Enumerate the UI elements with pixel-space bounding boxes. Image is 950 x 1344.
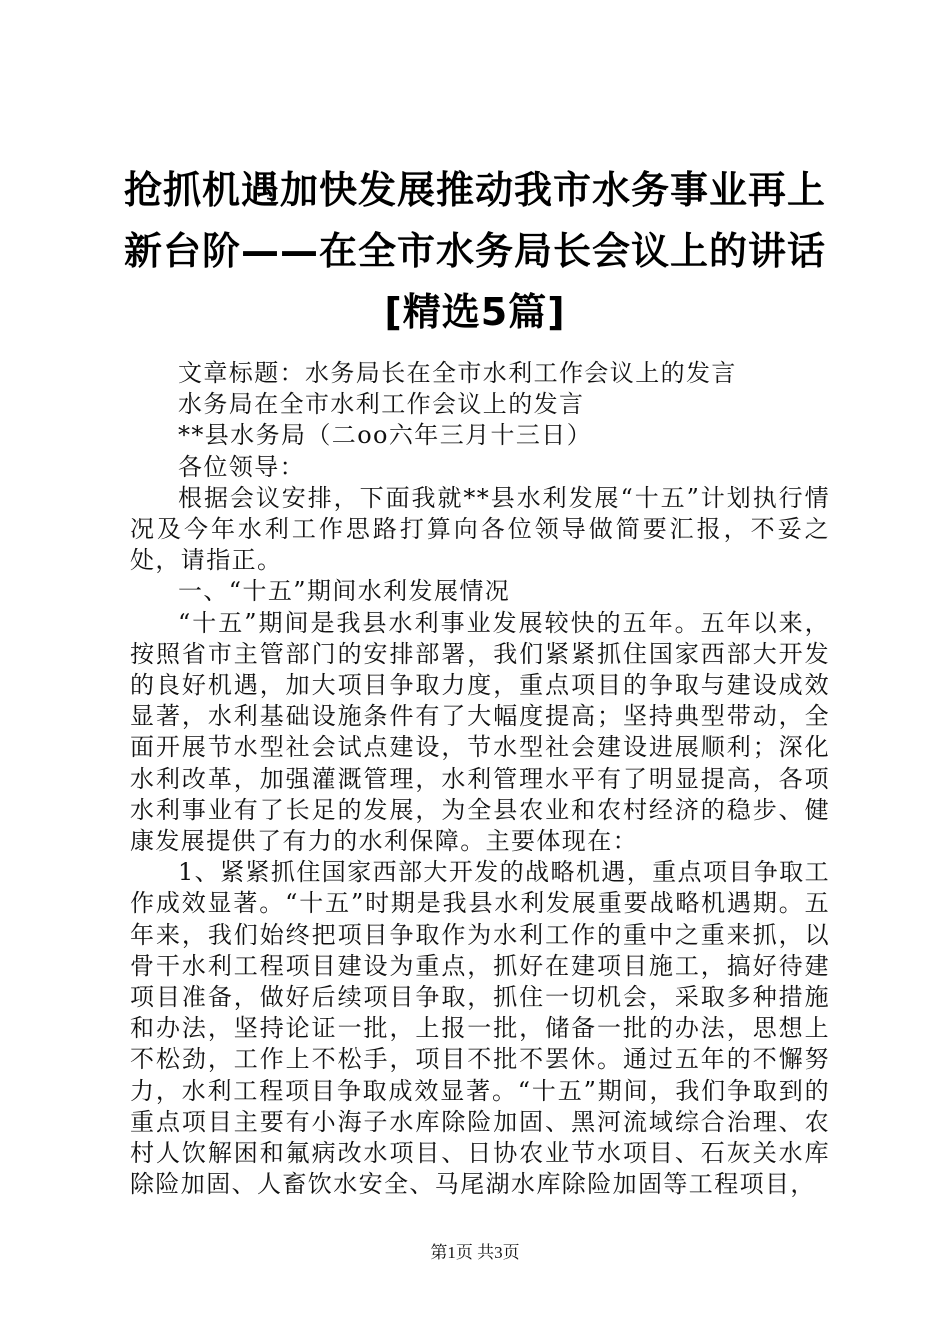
document-title: 抢抓机遇加快发展推动我市水务事业再上新台阶——在全市水务局长会议上的讲话[精选5篇] <box>123 168 826 334</box>
body-paragraph: 根据会议安排，下面我就**县水利发展“十五”计划执行情况及今年水利工作思路打算向各位领导做简要汇报，不妥之处，请指正。 <box>130 483 830 575</box>
body-paragraph: 1、紧紧抓住国家西部大开发的战略机遇，重点项目争取工作成效显著。“十五”时期是我县水利发展重要战略机遇期。五年来，我们始终把项目争取作为水利工作的重中之重来抓，以骨干水利工程项目建设为重点，抓好在建项目施工，搞好待建项目准备，做好后续项目争取，抓住一切机会，采取多种措施和办法，坚持论证一批，上报一批，储备一批的办法，思想上不松劲，工作上不松手，项目不批不罢休。通过五年的不懈努力，水利工程项目争取成效显著。“十五”期间，我们争取到的重点项目主要有小海子水库除险加固、黑河流域综合治理、农村人饮解困和氟病改水项目、日协农业节水项目、石灰关水库除险加固、人畜饮水安全、马尾湖水库除险加固等工程项目， <box>130 858 830 1199</box>
body-paragraph: “十五”期间是我县水利事业发展较快的五年。五年以来，按照省市主管部门的安排部署，我们紧紧抓住国家西部大开发的良好机遇，加大项目争取力度，重点项目的争取与建设成效显著，水利基础设施条件有了大幅度提高；坚持典型带动，全面开展节水型社会试点建设，节水型社会建设进展顺利；深化水利改革，加强灌溉管理，水利管理水平有了明显提高，各项水利事业有了长足的发展，为全县农业和农村经济的稳步、健康发展提供了有力的水利保障。主要体现在： <box>130 608 830 856</box>
salutation: 各位领导： <box>178 452 305 481</box>
page-number: 第1页 共3页 <box>430 1243 520 1262</box>
speaker-date-line: **县水务局（二oo六年三月十三日） <box>178 421 593 450</box>
article-title-line: 文章标题：水务局长在全市水利工作会议上的发言 <box>178 359 737 387</box>
document-body <box>130 358 830 1200</box>
speech-title-line: 水务局在全市水利工作会议上的发言 <box>178 390 585 419</box>
section-heading: 一、“十五”期间水利发展情况 <box>178 577 511 606</box>
